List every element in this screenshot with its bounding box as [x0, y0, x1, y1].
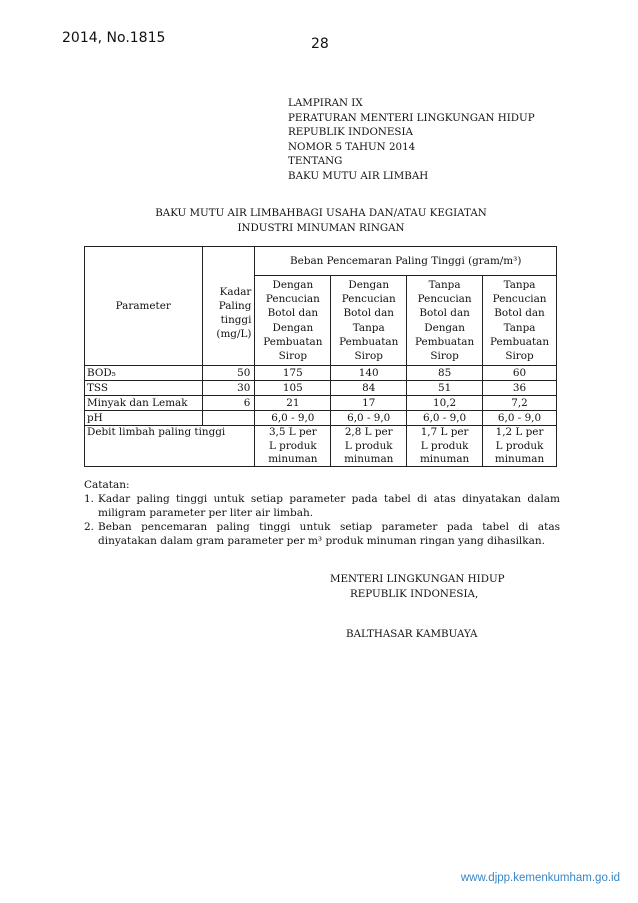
- row-parameter: BOD₅: [85, 366, 203, 381]
- lampiran-line: REPUBLIK INDONESIA: [288, 126, 413, 139]
- note-number: 2.: [84, 521, 95, 533]
- signature-block: [330, 572, 505, 601]
- title-line-1: BAKU MUTU AIR LIMBAHBAGI USAHA DAN/ATAU KEGIATAN: [155, 207, 487, 219]
- row-value: 1,7 L per L produk minuman: [407, 426, 483, 467]
- header-parameter: Parameter: [85, 247, 203, 366]
- lampiran-line: NOMOR 5 TAHUN 2014: [288, 140, 416, 153]
- header-beban: Beban Pencemaran Paling Tinggi (gram/m³): [255, 247, 557, 276]
- header-kadar: Kadar Paling tinggi (mg/L): [202, 247, 255, 366]
- row-kadar: 30: [202, 381, 255, 396]
- row-value: 10,2: [407, 396, 483, 411]
- notes-section: [84, 478, 560, 548]
- row-value: 84: [331, 381, 407, 396]
- lampiran-line: TENTANG: [288, 155, 343, 168]
- note-item: [84, 492, 560, 520]
- document-title: [80, 206, 562, 235]
- row-value: 105: [255, 381, 331, 396]
- row-value: 6,0 - 9,0: [255, 411, 331, 426]
- page-number: 28: [311, 36, 329, 52]
- row-value: 85: [407, 366, 483, 381]
- note-item: [84, 520, 560, 548]
- notes-heading: Catatan:: [84, 479, 130, 491]
- row-value: 6,0 - 9,0: [483, 411, 557, 426]
- lampiran-line: LAMPIRAN IX: [288, 97, 363, 109]
- signature-title-1: MENTERI LINGKUNGAN HIDUP: [330, 573, 505, 585]
- row-parameter: Minyak dan Lemak: [85, 396, 203, 411]
- row-value: 2,8 L per L produk minuman: [331, 426, 407, 467]
- row-value: 7,2: [483, 396, 557, 411]
- footer-website-link[interactable]: www.djpp.kemenkumham.go.id: [460, 872, 620, 884]
- subheader-col-4: Tanpa Pencucian Botol dan Tanpa Pembuatan Sirop: [483, 276, 557, 366]
- row-value: 6,0 - 9,0: [331, 411, 407, 426]
- subheader-col-2: Dengan Pencucian Botol dan Tanpa Pembuatan Sirop: [331, 276, 407, 366]
- row-value: 3,5 L per L produk minuman: [255, 426, 331, 467]
- row-value: 175: [255, 366, 331, 381]
- title-line-2: INDUSTRI MINUMAN RINGAN: [237, 221, 405, 234]
- note-text: Beban pencemaran paling tinggi untuk setiap parameter pada tabel di atas dinyatakan dalam gram parameter per m³ produk minuman ringan yang dihasilkan.: [98, 521, 560, 547]
- lampiran-block: [288, 96, 535, 184]
- row-kadar: 6: [202, 396, 255, 411]
- row-value: 17: [331, 396, 407, 411]
- signature-title-2: REPUBLIK INDONESIA,: [350, 587, 479, 600]
- row-kadar: 50: [202, 366, 255, 381]
- row-value: 6,0 - 9,0: [407, 411, 483, 426]
- row-parameter: Debit limbah paling tinggi: [85, 426, 255, 467]
- note-number: 1.: [84, 493, 95, 505]
- table-row-debit: [85, 426, 557, 467]
- row-value: 140: [331, 366, 407, 381]
- row-parameter: TSS: [85, 381, 203, 396]
- row-kadar: [202, 411, 255, 426]
- table-row: [85, 366, 557, 381]
- lampiran-line: PERATURAN MENTERI LINGKUNGAN HIDUP: [288, 111, 535, 124]
- row-value: 51: [407, 381, 483, 396]
- table-row: [85, 411, 557, 426]
- row-value: 60: [483, 366, 557, 381]
- subheader-col-1: Dengan Pencucian Botol dan Dengan Pembuatan Sirop: [255, 276, 331, 366]
- quality-standard-table: [84, 246, 557, 467]
- subheader-col-3: Tanpa Pencucian Botol dan Dengan Pembuatan Sirop: [407, 276, 483, 366]
- row-parameter: pH: [85, 411, 203, 426]
- gazette-number: 2014, No.1815: [62, 30, 166, 46]
- table-header-row: [85, 247, 557, 276]
- row-value: 1,2 L per L produk minuman: [483, 426, 557, 467]
- row-value: 36: [483, 381, 557, 396]
- signer-name: BALTHASAR KAMBUAYA: [346, 628, 478, 640]
- note-text: Kadar paling tinggi untuk setiap parameter pada tabel di atas dinyatakan dalam miligram parameter per liter air limbah.: [98, 493, 560, 519]
- table-row: [85, 381, 557, 396]
- row-value: 21: [255, 396, 331, 411]
- lampiran-line: BAKU MUTU AIR LIMBAH: [288, 169, 429, 182]
- table-row: [85, 396, 557, 411]
